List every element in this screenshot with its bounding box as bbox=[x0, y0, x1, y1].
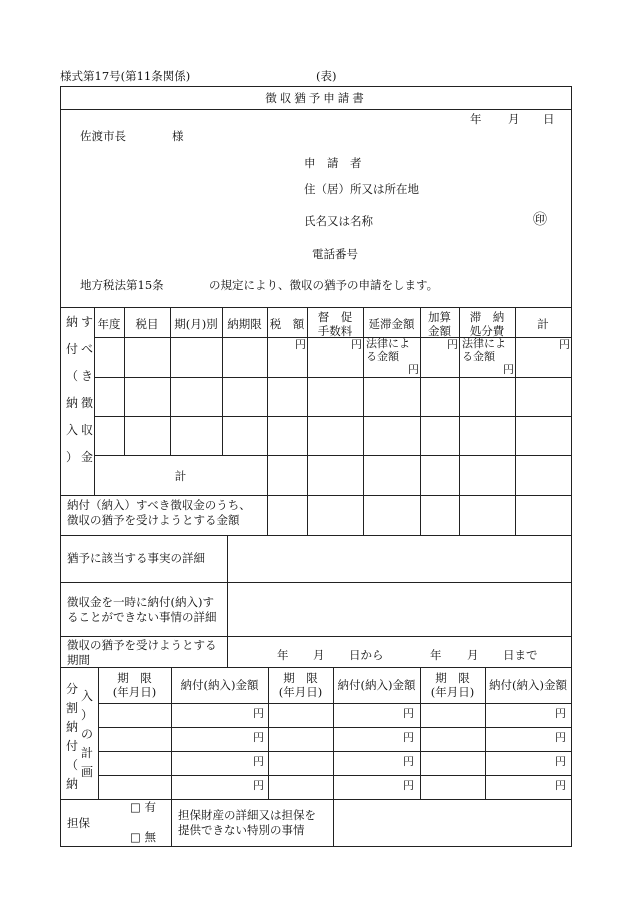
yen: 円 bbox=[555, 707, 566, 720]
yen: 円 bbox=[253, 779, 264, 792]
installment-deadline-header-1: 期 限 (年月日) bbox=[112, 671, 157, 700]
installment-amount-header-3: 納付(納入)金額 bbox=[489, 678, 567, 692]
frame-bottom bbox=[60, 846, 572, 847]
front-marker: (表) bbox=[316, 69, 337, 83]
form-number: 様式第17号(第11条関係) bbox=[60, 69, 191, 83]
yen-late-fee: 円 bbox=[408, 363, 419, 376]
form-title: 徴収猶予申請書 bbox=[265, 91, 367, 105]
yen: 円 bbox=[403, 779, 414, 792]
yen: 円 bbox=[253, 755, 264, 768]
frame-right bbox=[571, 86, 572, 846]
yen: 円 bbox=[403, 707, 414, 720]
installment-label-col1: 分 割 納 付 （ 納 bbox=[65, 682, 78, 791]
side-label-col2: す べ き 徴 収 金 bbox=[80, 315, 93, 464]
yen-penalty-fee: 円 bbox=[351, 338, 362, 351]
period-from-year: 年 bbox=[277, 648, 289, 662]
header-penalty-fee: 督 促 手数料 bbox=[317, 310, 353, 339]
period-from-day: 日から bbox=[349, 648, 384, 662]
security-detail-label: 担保財産の詳細又は担保を 提供できない特別の事情 bbox=[178, 808, 316, 837]
seal-mark: ㊞ bbox=[533, 212, 547, 228]
header-tax-amount: 税 額 bbox=[269, 317, 305, 331]
applicant-name-label: 氏名又は名称 bbox=[304, 214, 373, 228]
period-to-month: 月 bbox=[467, 648, 479, 662]
yen: 円 bbox=[555, 731, 566, 744]
installment-deadline-header-3: 期 限 (年月日) bbox=[430, 671, 475, 700]
title-divider bbox=[60, 109, 572, 110]
yen: 円 bbox=[555, 755, 566, 768]
security-no-checkbox[interactable]: □ 無 bbox=[130, 830, 157, 844]
yen: 円 bbox=[403, 731, 414, 744]
header-tax-item: 税目 bbox=[135, 317, 159, 331]
late-fee-by-law: 法律によ る金額 bbox=[366, 337, 410, 363]
yen: 円 bbox=[403, 755, 414, 768]
header-due: 納期限 bbox=[227, 317, 262, 331]
yen: 円 bbox=[253, 707, 264, 720]
applicant-address-label: 住（居）所又は所在地 bbox=[304, 182, 419, 196]
installment-amount-header-2: 納付(納入)金額 bbox=[337, 678, 416, 692]
header-disposal: 滞 納 処分費 bbox=[469, 310, 505, 339]
table-top bbox=[60, 307, 572, 308]
installment-amount-header-1: 納付(納入)金額 bbox=[180, 678, 259, 692]
security-label: 担保 bbox=[67, 816, 90, 830]
side-label-col1: 納 付 （ 納 入 ） bbox=[65, 315, 78, 464]
date-year: 年 bbox=[470, 112, 482, 126]
period-to-year: 年 bbox=[430, 648, 442, 662]
yen-tax-amount: 円 bbox=[295, 338, 306, 351]
installment-deadline-header-2: 期 限 (年月日) bbox=[278, 671, 323, 700]
yen: 円 bbox=[253, 731, 264, 744]
sum-label: 計 bbox=[174, 469, 187, 483]
date-month: 月 bbox=[508, 112, 520, 126]
deferral-amount-label: 納付（納入）すべき徴収金のうち、 徴収の猶予を受けようとする金額 bbox=[67, 498, 251, 527]
yen: 円 bbox=[555, 779, 566, 792]
applicant-label: 申 請 者 bbox=[304, 156, 362, 170]
applicant-phone-label: 電話番号 bbox=[312, 247, 358, 261]
security-yes-checkbox[interactable]: □ 有 bbox=[130, 800, 157, 814]
period-to-day: 日まで bbox=[503, 648, 538, 662]
header-period: 期(月)別 bbox=[174, 317, 218, 331]
yen-added: 円 bbox=[447, 338, 458, 351]
statement-prefix: 地方税法第15条 bbox=[80, 278, 164, 292]
header-total: 計 bbox=[537, 317, 549, 331]
reason-label: 徴収金を一時に納付(納入)す ることができない事情の詳細 bbox=[67, 595, 217, 624]
frame-top bbox=[60, 86, 572, 87]
period-from-month: 月 bbox=[313, 648, 325, 662]
frame-left bbox=[60, 86, 61, 846]
statement-suffix: の規定により、徴収の猶予の申請をします。 bbox=[209, 278, 439, 292]
addressee: 佐渡市長 bbox=[80, 129, 126, 143]
header-added: 加算 金額 bbox=[428, 310, 451, 339]
facts-label: 猶予に該当する事実の詳細 bbox=[67, 551, 205, 565]
yen-disposal: 円 bbox=[503, 363, 514, 376]
honorific: 様 bbox=[172, 129, 184, 143]
header-year: 年度 bbox=[97, 317, 121, 331]
yen-total: 円 bbox=[559, 338, 570, 351]
date-day: 日 bbox=[543, 112, 555, 126]
header-late-fee: 延滞金額 bbox=[368, 317, 415, 331]
disposal-by-law: 法律によ る金額 bbox=[462, 337, 506, 363]
installment-label-col2: 入 ） の 計 画 bbox=[80, 689, 93, 779]
period-label: 徴収の猶予を受けようとする 期間 bbox=[67, 638, 217, 667]
